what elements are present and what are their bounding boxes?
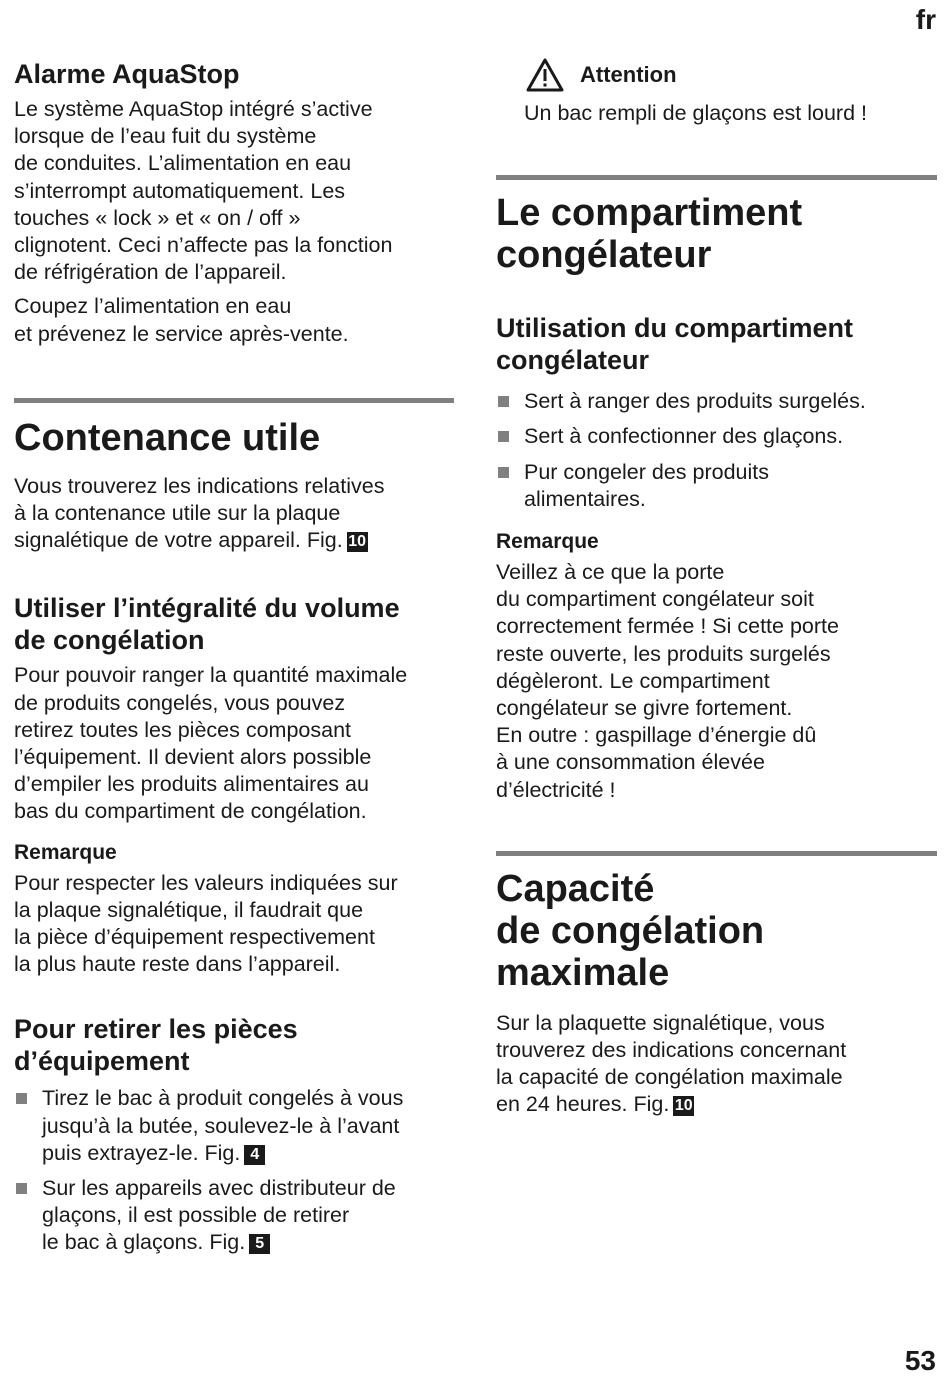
left-column: [14, 0, 454, 1257]
language-label: fr: [915, 4, 936, 35]
figure-reference-badge: 10: [348, 533, 367, 551]
freezer-heading: Le compartiment congélateur: [496, 192, 803, 277]
volume-paragraph: Pour pouvoir ranger la quantité maximale de produits congelés, vous pouvez retirez toutes les pièces composant l’équipement. Il devient alors possible d’empiler les produits alimentaires au bas du compartiment de congélation.: [14, 663, 408, 824]
figure-reference-badge: 4: [244, 1145, 265, 1165]
warning-triangle-icon: [526, 58, 564, 92]
max-capacity-paragraph: Sur la plaquette signalétique, vous trouverez des indications concernant la capacité de congélation maximale en 24 heures. Fig. 10: [496, 1010, 847, 1117]
list-item: Sert à ranger des produits surgelés.: [496, 388, 937, 415]
volume-heading: Utiliser l’intégralité du volume de congélation: [14, 593, 400, 656]
freezer-usage-list: [496, 388, 937, 513]
contenance-paragraph: Vous trouverez les indications relatives à la contenance utile sur la plaque signalétique de votre appareil. Fig. 10: [14, 473, 385, 553]
attention-block: [526, 58, 937, 92]
note-label: Remarque: [496, 530, 599, 554]
remove-parts-list: [14, 1085, 454, 1256]
figure-reference-badge: 10: [674, 1097, 693, 1115]
attention-text: Un bac rempli de glaçons est lourd !: [524, 101, 867, 125]
note-label: Remarque: [14, 840, 117, 864]
section-divider: [496, 175, 937, 180]
max-capacity-heading: Capacité de congélation maximale: [496, 867, 765, 994]
figure-reference-badge: 5: [249, 1234, 270, 1254]
bullet-square-icon: [498, 467, 509, 478]
page-number: 53: [904, 1345, 936, 1376]
attention-label: Attention: [580, 62, 677, 87]
section-divider: [14, 398, 454, 403]
list-item: Sert à confectionner des glaçons.: [496, 423, 937, 450]
list-item: Sur les appareils avec distributeur de glaçons, il est possible de retirer le bac à glaçons. Fig. 5: [14, 1175, 454, 1257]
remove-parts-heading: Pour retirer les pièces d’équipement: [14, 1014, 298, 1077]
list-item: Tirez le bac à produit congelés à vous jusqu’à la butée, soulevez-le à l’avant puis extrayez-le. Fig. 4: [14, 1085, 454, 1167]
aquastop-paragraph: Le système AquaStop intégré s’active lorsque de l’eau fuit du système de conduites. L’alimentation en eau s’interrompt automatiquement. Les touches « lock » et « on / off » clignotent. Ceci n’affecte pas la fonction de réfrigération de l’appareil.: [14, 97, 393, 285]
bullet-square-icon: [16, 1093, 27, 1104]
section-divider: [496, 851, 937, 856]
note-paragraph: Pour respecter les valeurs indiquées sur la plaque signalétique, il faudrait que la pièce d’équipement respectivement la plus haute reste dans l’appareil.: [14, 870, 398, 977]
aquastop-heading: Alarme AquaStop: [14, 59, 240, 89]
bullet-square-icon: [498, 431, 509, 442]
contenance-heading: Contenance utile: [14, 416, 321, 459]
bullet-square-icon: [16, 1183, 27, 1194]
aquastop-instruction: Coupez l’alimentation en eau et prévenez le service après-vente.: [14, 294, 349, 346]
bullet-square-icon: [498, 396, 509, 407]
note-paragraph: Veillez à ce que la porte du compartiment congélateur soit correctement fermée ! Si cette porte reste ouverte, les produits surgelés dégèleront. Le compartiment congélateur se givre fortement. En outre : gaspillage d’énergie dû à une consommation élevée d’électricité !: [496, 560, 839, 802]
freezer-usage-heading: Utilisation du compartiment congélateur: [496, 313, 854, 376]
right-column: [496, 0, 937, 1119]
list-item: Pur congeler des produits alimentaires.: [496, 459, 937, 513]
